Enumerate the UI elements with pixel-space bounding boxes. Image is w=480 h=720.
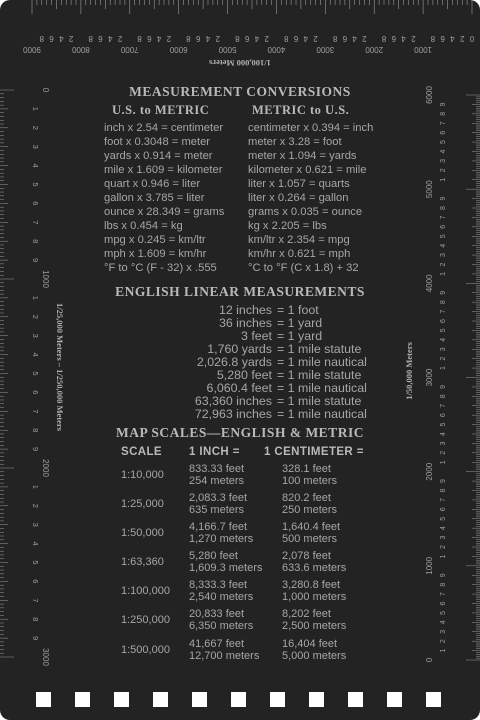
top-scale-digit: 4 [352,33,357,43]
top-scale-digit: 4 [59,33,64,43]
top-scale-digit: 2 [166,33,172,43]
right-scale-digit: 9 [439,196,447,201]
map-head-cm: 1 CENTIMETER = [264,446,364,458]
linear-left: 1,760 yards [207,342,272,356]
right-scale-digit: 2 [439,168,447,173]
punch-hole [348,692,363,707]
cm-meters-cell: 1,000 meters [282,591,347,603]
conversion-row: lbs x 0.454 = kg [104,220,183,232]
right-scale-digit: 4 [439,526,447,531]
left-scale-digit: 4 [31,541,41,546]
top-scale-digit: 2 [264,33,269,43]
inch-meters-cell: 12,700 meters [189,650,260,662]
map-scales-title: MAP SCALES—ENGLISH & METRIC [116,425,364,440]
right-scale-digit: 2 [439,262,447,267]
right-scale-digit: 6 [439,224,447,229]
right-scale-major: 1000 [425,556,435,575]
punch-hole [387,692,402,707]
left-scale-major: 2000 [40,459,50,477]
top-scale-digit: 2 [362,33,367,43]
right-scale-major: 6000 [425,86,435,104]
punch-hole [153,692,168,707]
right-scale-digit: 9 [439,573,447,578]
cm-meters-cell: 500 meters [282,533,338,545]
right-scale-digit: 3 [439,441,447,446]
top-scale-digit: 8 [137,33,142,43]
conversion-row: °F to °C (F - 32) x .555 [104,262,217,274]
right-scale-digit: 8 [439,206,447,210]
top-scale-digit: 8 [283,33,289,43]
right-scale-digit: 3 [439,535,447,540]
top-scale-digit: 2 [313,33,318,43]
punch-hole [309,692,324,707]
top-scale-digit: 6 [342,33,348,43]
linear-right: = 1 mile statute [277,368,362,382]
conversion-row: liter x 0.264 = gallon [248,192,349,204]
left-scale-digit: 6 [31,201,41,206]
left-scale-digit: 1 [31,484,41,489]
linear-left: 72,963 inches [194,407,272,421]
inch-meters-cell: 635 meters [189,504,245,516]
right-scale-digit: 5 [439,234,447,239]
right-scale-digit: 3 [439,629,447,634]
top-scale-digit: 6 [440,33,445,43]
conversion-row: quart x 0.946 = liter [104,178,201,190]
top-scale-major: 7000 [120,44,139,54]
right-scale-digit: 1 [439,460,447,465]
right-scale-digit: 1 [439,271,447,276]
conversion-row: gallon x 3.785 = liter [104,192,205,204]
left-scale-digit: 6 [31,579,41,584]
left-scale-digit: 3 [31,144,41,149]
inch-feet-cell: 5,280 feet [189,550,238,562]
right-scale-major: 5000 [425,180,435,199]
right-scale-digit: 9 [439,384,447,389]
top-scale-major: 1000 [414,44,433,54]
right-scale-digit: 6 [439,319,447,323]
top-scale-major: 9000 [23,44,41,54]
conversion-row: grams x 0.035 = ounce [248,206,363,218]
linear-left: 6,060.4 feet [206,381,272,395]
left-scale-digit: 9 [31,636,41,641]
top-scale-major: 4000 [267,44,286,54]
left-scale-digit: 1 [31,106,41,111]
top-scale-digit: 4 [401,33,406,43]
conversion-row: centimeter x 0.394 = inch [248,122,374,134]
right-scale-digit: 8 [439,582,447,587]
linear-right: = 1 foot [277,303,319,317]
punch-hole [36,692,51,707]
top-scale-label: 1/100,000 Meters [209,58,271,68]
right-scale-digit: 3 [439,158,447,163]
linear-left: 12 inches [218,303,272,317]
right-scale-digit: 5 [439,140,447,145]
right-scale-digit: 5 [439,328,447,333]
inch-feet-cell: 4,166.7 feet [189,521,248,533]
top-scale-digit: 8 [332,33,338,43]
conversion-row: foot x 0.3048 = meter [104,136,211,148]
top-scale-major: 8000 [71,44,90,54]
top-scale-digit: 4 [450,33,455,43]
top-scale-major: 5000 [218,44,237,54]
top-scale-digit: 6 [147,33,152,43]
conversion-row: meter x 1.094 = yards [248,150,357,162]
linear-left: 63,360 inches [194,394,272,408]
conversion-row: km/ltr x 2.354 = mpg [248,234,350,246]
left-scale-digit: 5 [31,560,41,565]
left-scale-label: 1/25,000 Meters – 1/250,000 Meters [55,303,65,431]
conversion-row: mile x 1.609 = kilometer [104,164,223,176]
left-scale-digit: 3 [31,333,41,338]
inch-meters-cell: 6,350 meters [189,620,254,632]
conversion-row: ounce x 28.349 = grams [104,206,225,218]
linear-title: ENGLISH LINEAR MEASUREMENTS [115,284,365,299]
inch-feet-cell: 20,833 feet [189,608,245,620]
top-scale-digit: 2 [215,33,221,43]
top-scale-digit: 6 [98,33,103,43]
scale-cell: 1:63,360 [121,556,164,568]
right-scale-digit: 1 [439,177,447,182]
right-scale-digit: 9 [439,479,447,484]
left-scale-digit: 6 [31,390,41,395]
right-scale-digit: 1 [439,648,447,653]
inch-meters-cell: 2,540 meters [189,591,254,603]
right-scale-digit: 2 [439,545,447,549]
punch-hole [114,692,129,707]
left-scale-digit: 3 [31,522,41,527]
conversion-row: yards x 0.914 = meter [104,150,213,162]
linear-left: 5,280 feet [216,368,272,382]
right-scale-digit: 7 [439,309,447,314]
right-scale-major: 0 [425,657,435,663]
top-scale-digit: 6 [244,33,250,43]
linear-right: = 1 mile nautical [277,407,367,421]
top-scale-digit: 4 [156,33,162,43]
left-scale-digit: 9 [31,447,41,452]
right-scale-digit: 7 [439,403,447,408]
right-scale-digit: 3 [439,347,447,352]
left-scale-digit: 2 [31,314,41,319]
left-scale-major: 1000 [40,270,50,288]
right-scale-label: 1/50,000 Meters [404,342,414,400]
right-scale-digit: 8 [439,488,447,493]
conversion-row: kilometer x 0.621 = mile [248,164,367,176]
left-scale-digit: 7 [31,598,41,603]
cm-meters-cell: 5,000 meters [282,650,347,662]
linear-left: 2,026.8 yards [196,355,272,369]
right-scale-digit: 7 [439,592,447,597]
right-scale-digit: 5 [439,610,447,615]
punch-hole [270,692,285,707]
right-scale-digit: 6 [439,601,447,606]
right-scale-digit: 4 [439,149,447,154]
top-scale-digit: 2 [459,33,465,43]
punch-hole [231,692,246,707]
linear-right: = 1 yard [277,329,323,343]
top-scale-digit: 4 [254,33,260,43]
inch-meters-cell: 254 meters [189,475,245,487]
scale-cell: 1:25,000 [121,498,164,510]
left-scale-digit: 8 [31,617,41,622]
inch-feet-cell: 41,667 feet [189,638,245,650]
top-scale-digit: 2 [68,33,74,43]
linear-right: = 1 mile nautical [277,381,367,395]
right-scale-major: 2000 [425,462,435,481]
punch-hole [426,692,441,707]
right-scale-digit: 7 [439,121,447,126]
cm-meters-cell: 633.6 meters [282,562,347,574]
top-scale-digit: 6 [195,33,201,43]
cm-feet-cell: 1,640.4 feet [282,521,341,533]
right-scale-digit: 4 [439,432,447,436]
cm-meters-cell: 100 meters [282,475,338,487]
top-scale-major: 6000 [169,44,188,54]
right-scale-major: 4000 [425,274,435,293]
right-scale-digit: 6 [439,130,447,135]
left-scale-digit: 4 [31,163,41,168]
top-scale-digit: 4 [303,33,309,43]
conversion-row: km/hr x 0.621 = mph [248,248,351,260]
map-head-scale: SCALE [121,446,162,458]
top-scale-digit: 8 [381,33,387,43]
left-scale-digit: 8 [31,428,41,433]
left-scale-digit: 2 [31,503,41,508]
cm-feet-cell: 820.2 feet [282,492,331,504]
left-scale-major: 3000 [40,648,50,666]
inch-meters-cell: 1,270 meters [189,533,254,545]
inch-feet-cell: 2,083.3 feet [189,492,248,504]
right-scale-digit: 6 [439,507,447,512]
top-scale-major: 3000 [316,44,335,54]
right-scale-digit: 4 [439,337,447,342]
linear-left: 3 feet [240,329,272,343]
right-scale-digit: 9 [439,290,447,295]
cm-feet-cell: 328.1 feet [282,463,331,475]
inch-meters-cell: 1,609.3 meters [189,562,263,574]
right-scale-digit: 6 [439,413,447,418]
left-scale-digit: 5 [31,182,41,187]
linear-right: = 1 mile nautical [277,355,367,369]
conversion-row: kg x 2.205 = lbs [248,220,327,232]
metric-to-us-heading: METRIC to U.S. [252,103,350,117]
top-scale-digit: 4 [205,33,211,43]
inch-feet-cell: 833.33 feet [189,463,245,475]
left-scale-digit: 5 [31,371,41,376]
conversion-row: mpg x 0.245 = km/ltr [104,234,206,246]
linear-left: 36 inches [218,316,272,330]
top-scale-digit: 8 [430,33,436,43]
top-scale-major: 2000 [365,44,384,54]
linear-right: = 1 mile statute [277,394,362,408]
right-scale-digit: 7 [439,215,447,220]
left-scale-digit: 7 [31,220,41,225]
top-scale-digit: 2 [117,33,123,43]
conversions-title: MEASUREMENT CONVERSIONS [129,84,351,99]
scale-cell: 1:10,000 [121,469,164,481]
linear-right: = 1 yard [277,316,323,330]
left-scale-digit: 9 [31,258,41,263]
top-scale-digit: 8 [88,33,93,43]
right-scale-digit: 2 [439,639,447,644]
top-scale-digit: 8 [186,33,191,43]
top-scale-digit: 8 [235,33,240,43]
right-scale-digit: 2 [439,450,447,455]
right-scale-digit: 5 [439,516,447,521]
scale-cell: 1:50,000 [121,527,164,539]
linear-right: = 1 mile statute [277,342,362,356]
right-scale-digit: 4 [439,620,447,625]
right-scale-digit: 7 [439,497,447,502]
left-scale-digit: 4 [31,352,41,357]
right-scale-digit: 2 [439,356,447,361]
top-scale-digit: 6 [49,33,54,43]
top-scale-zero: 0 [469,33,475,43]
right-scale-digit: 9 [439,102,447,107]
conversion-row: meter x 3.28 = foot [248,136,342,148]
top-scale-digit: 4 [107,33,113,43]
cm-meters-cell: 2,500 meters [282,620,347,632]
us-to-metric-heading: U.S. to METRIC [112,103,210,117]
right-scale-digit: 8 [439,300,447,305]
top-scale-digit: 2 [411,33,416,43]
conversion-row: °C to °F (C x 1.8) + 32 [248,262,359,274]
punch-hole [75,692,90,707]
right-scale-major: 3000 [425,368,435,387]
top-scale-digit: 6 [293,33,299,43]
cm-feet-cell: 16,404 feet [282,638,338,650]
scale-cell: 1:250,000 [121,614,170,626]
cm-feet-cell: 2,078 feet [282,550,331,562]
left-scale-digit: 1 [31,295,41,300]
cm-feet-cell: 3,280.8 feet [282,579,341,591]
cm-meters-cell: 250 meters [282,504,338,516]
left-scale-digit: 8 [31,239,41,244]
punch-hole [192,692,207,707]
right-scale-digit: 1 [439,366,447,371]
map-head-inch: 1 INCH = [189,446,240,458]
right-scale-digit: 3 [439,253,447,258]
left-scale-digit: 2 [31,125,41,130]
conversion-row: liter x 1.057 = quarts [248,178,350,190]
conversion-row: mph x 1.609 = km/hr [104,248,207,260]
left-scale-digit: 7 [31,409,41,414]
right-scale-digit: 4 [439,243,447,248]
top-scale-digit: 6 [391,33,397,43]
left-scale-major: 0 [40,87,50,93]
right-scale-digit: 1 [439,554,447,559]
right-scale-digit: 8 [439,111,447,116]
right-scale-digit: 5 [439,422,447,427]
inch-feet-cell: 8,333.3 feet [189,579,248,591]
right-scale-digit: 8 [439,394,447,399]
scale-cell: 1:500,000 [121,644,170,656]
cm-feet-cell: 8,202 feet [282,608,331,620]
top-scale-digit: 8 [39,33,45,43]
conversion-row: inch x 2.54 = centimeter [104,122,224,134]
scale-cell: 1:100,000 [121,585,170,597]
